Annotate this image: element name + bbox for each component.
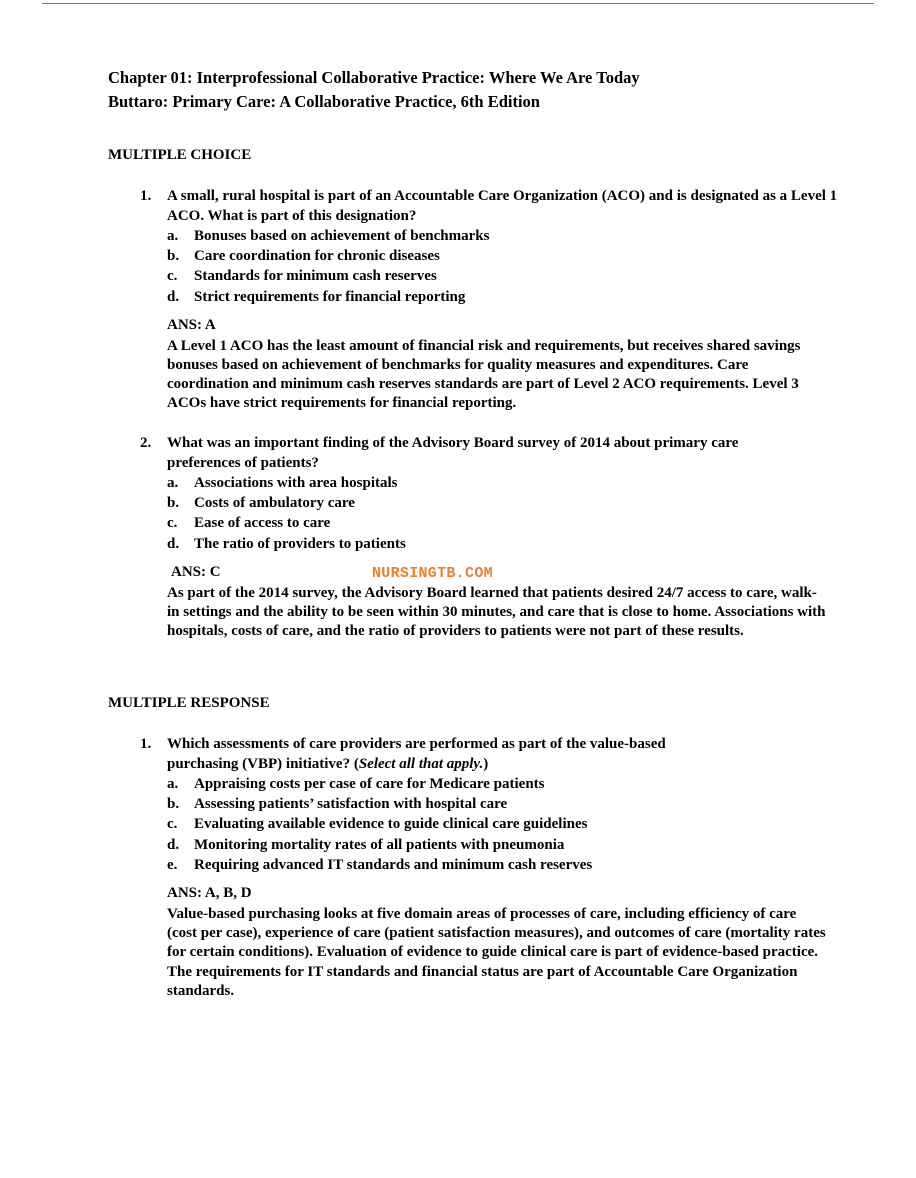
watermark-text: NURSINGTB.COM [372,565,493,582]
option-b: b. Costs of ambulatory care [167,495,355,512]
answer-key: ANS: C [171,563,221,580]
rationale: Value-based purchasing looks at five domain areas of processes of care, including efficiency of care (cost per case), experience of care (patient satisfaction measures), and outcomes of care (mortality rates for certain conditions). Evaluation of evidence to guide clinical care is part of evidence-based practice. The requirements for IT standards and financial status are part of Accountable Care Organization standards. [167,905,826,999]
section-heading-multiple-choice: MULTIPLE CHOICE [108,147,252,163]
section-heading-multiple-response: MULTIPLE RESPONSE [108,695,270,711]
question-mr-1 [140,734,840,1001]
option-c: c. Standards for minimum cash reserves [167,268,437,285]
options-list [167,774,840,875]
answer-key: ANS: A [167,316,216,333]
option-d: d. Strict requirements for financial reporting [167,288,466,305]
option-b: b. Care coordination for chronic diseases [167,248,440,265]
option-d: d. The ratio of providers to patients [167,535,406,552]
question-stem [140,734,840,774]
options-list [167,226,840,307]
answer-key: ANS: A, B, D [167,884,252,901]
document-header [108,66,640,114]
option-a: a. Bonuses based on achievement of benchmarks [167,228,490,244]
chapter-title: Chapter 01: Interprofessional Collaborative Practice: Where We Are Today [108,68,640,87]
rationale: As part of the 2014 survey, the Advisory Board learned that patients desired 24/7 access to care, walk-in settings and the ability to be seen within 30 minutes, and care that is close to home. Associations with hospitals, costs of care, and the ratio of providers to patients were not part of these results. [167,584,826,640]
question-text: What was an important finding of the Advisory Board survey of 2014 about primary care preferences of patients? [167,435,739,471]
question-number: 1. [140,736,152,752]
book-title: Buttaro: Primary Care: A Collaborative Practice, 6th Edition [108,92,540,111]
select-all-note: Select all that apply. [358,756,484,772]
option-c: c. Ease of access to care [167,515,331,532]
option-a: a. Appraising costs per case of care for Medicare patients [167,776,545,792]
option-c: c. Evaluating available evidence to guide clinical care guidelines [167,816,588,833]
rationale: A Level 1 ACO has the least amount of financial risk and requirements, but receives shared savings bonuses based on achievement of benchmarks for quality measures and expenditures. Care coordination and minimum cash reserves standards are part of Level 2 ACO requirements. Level 3 ACOs have strict requirements for financial reporting. [167,337,801,412]
option-d: d. Monitoring mortality rates of all patients with pneumonia [167,836,565,853]
question-number: 2. [140,435,152,451]
question-stem [140,433,840,473]
option-b: b. Assessing patients’ satisfaction with hospital care [167,796,508,813]
option-a: a. Associations with area hospitals [167,475,398,491]
options-list [167,473,840,554]
question-text: Which assessments of care providers are performed as part of the value-based purchasing (VBP) initiative? (Select all that apply.) [167,736,666,772]
question-mc-2 [140,433,840,641]
question-text: A small, rural hospital is part of an Accountable Care Organization (ACO) and is designated as a Level 1 ACO. What is part of this designation? [167,188,838,224]
question-stem [140,186,840,226]
question-mc-1 [140,186,840,414]
option-e: e. Requiring advanced IT standards and minimum cash reserves [167,856,593,873]
page-top-rule [42,3,874,4]
question-number: 1. [140,188,152,204]
